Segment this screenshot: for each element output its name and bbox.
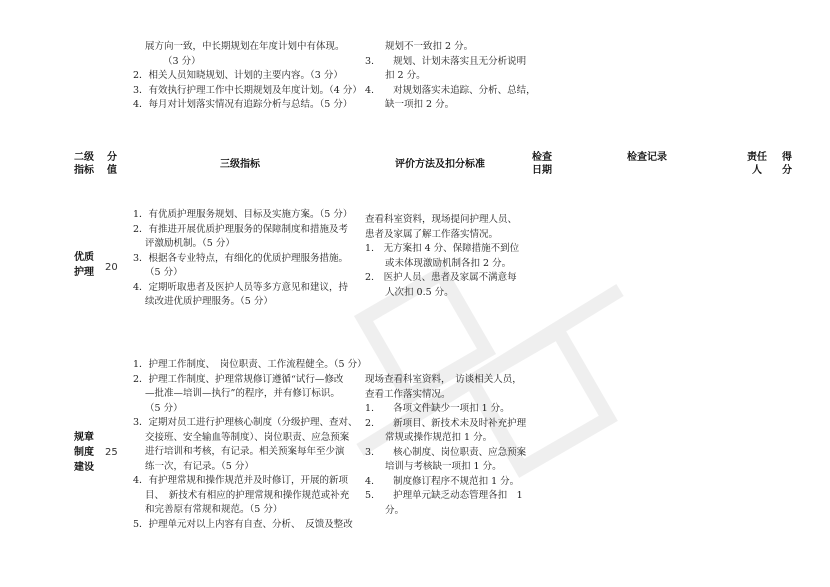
top-left-block — [133, 40, 362, 113]
header-responsible — [745, 151, 769, 177]
method-line: 4. 制度修订程序不规范扣 1 分。 — [365, 475, 520, 487]
row-name-line2: 制度 — [74, 447, 94, 458]
method-line: 1. 无方案扣 4 分、保障措施不到位 — [365, 243, 520, 254]
row-method-text — [365, 213, 519, 300]
level3-line: 目、 新技术有相应的护理常规和操作规范或补充 — [145, 489, 350, 501]
header-level2-line2: 指标 — [74, 165, 94, 176]
row-score: 25 — [105, 447, 118, 458]
method-line: 培训与考核缺一项扣 1 分。 — [385, 461, 502, 472]
top-right-line: 4. 对规划落实未追踪、分析、总结， — [365, 84, 536, 96]
top-left-line: （3 分） — [163, 55, 201, 67]
method-line: 现场查看科室资料， 访谈相关人员， — [365, 374, 522, 385]
level3-line: （5 分） — [145, 267, 183, 278]
row-name-line1: 规章 — [74, 432, 94, 443]
method-line: 或未体现激励机制各扣 2 分。 — [385, 257, 512, 269]
header-method: 评价方法及扣分标准 — [395, 159, 485, 170]
level3-line: 5．护理单元对以上内容有自查、分析、 反馈及整改 — [133, 518, 353, 530]
method-line: 分。 — [385, 504, 405, 516]
top-right-line: 扣 2 分。 — [385, 70, 426, 81]
method-line: 1. 各项文件缺少一项扣 1 分。 — [365, 403, 510, 414]
header-check-date — [530, 151, 554, 177]
method-line: 常规或操作规范扣 1 分。 — [385, 432, 493, 443]
method-line: 患者及家属了解工作落实情况。 — [365, 228, 499, 240]
level3-line: 1．有优质护理服务规划、目标及实施方案。（5 分） — [133, 209, 353, 220]
level3-line: 1．护理工作制度、 岗位职责、工作流程健全。（5 分） — [133, 359, 367, 370]
header-resp-line2: 人 — [752, 165, 762, 176]
header-date-line2: 日期 — [532, 165, 552, 176]
header-score-line1: 分 — [107, 152, 117, 163]
method-line: 人次扣 0.5 分。 — [385, 286, 454, 298]
header-check-record: 检查记录 — [627, 152, 667, 163]
level3-line: 3．定期对员工进行护理核心制度（分级护理、查对、 — [133, 417, 358, 428]
row-name-line1: 优质 — [74, 252, 94, 263]
row-level2-name — [72, 430, 96, 475]
level3-line: 3．根据各专业特点，有细化的优质护理服务措施。 — [133, 252, 349, 264]
row-name-line3: 建设 — [74, 462, 94, 473]
method-line: 查看科室资料，现场提问护理人员、 — [365, 214, 518, 225]
method-line: 3. 核心制度、岗位职责、应急预案 — [365, 446, 527, 458]
top-left-line: 4．每月对计划落实情况有追踪分析与总结。（5 分） — [133, 99, 353, 110]
row-level3-text — [133, 208, 352, 310]
level3-line: 评激励机制。（5 分） — [145, 238, 235, 249]
method-line: 查看工作落实情况。 — [365, 388, 451, 400]
row-method-text — [365, 373, 526, 518]
level3-line: 交接班、安全输血等制度）、岗位职责、应急预案 — [145, 431, 350, 443]
method-line: 2. 新项目、新技术未及时补充护理 — [365, 417, 527, 429]
top-left-line: 2．相关人员知晓规划、计划的主要内容。（3 分） — [133, 70, 343, 81]
level3-line: 2．有推进开展优质护理服务的保障制度和措施及考 — [133, 223, 349, 235]
row-level3-text — [133, 358, 367, 532]
level3-line: （5 分） — [145, 402, 183, 414]
header-date-line1: 检查 — [532, 152, 552, 163]
method-line: 5. 护理单元缺乏动态管理各扣 1 — [365, 490, 523, 501]
row-score: 20 — [105, 262, 118, 273]
level3-line: 续改进优质护理服务。（5 分） — [145, 296, 273, 307]
top-left-line: 展方向一致，中长期规划在年度计划中有体现。 — [145, 41, 345, 52]
header-score-got — [780, 151, 794, 177]
level3-line: 4．有护理常规和操作规范并及时修订，开展的新项 — [133, 475, 349, 486]
header-resp-line1: 责任 — [747, 152, 767, 163]
header-score — [105, 151, 119, 177]
level3-line: 练一次，有记录。（5 分） — [145, 460, 254, 472]
method-line: 2. 医护人员、患者及家属不满意每 — [365, 272, 517, 283]
level3-line: 和完善原有常规和规范。（5 分） — [145, 504, 283, 515]
top-right-line: 规划不一致扣 2 分。 — [385, 41, 474, 52]
top-right-line: 3. 规划、计划未落实且无分析说明 — [365, 55, 527, 67]
level3-line: 进行培训和考核，有记录。相关预案每年至少演 — [145, 446, 345, 457]
header-level3: 三级指标 — [220, 159, 260, 170]
level3-line: 2．护理工作制度、护理常规修订遵循“试行—修改 — [133, 373, 344, 385]
top-right-line: 缺一项扣 2 分。 — [385, 99, 455, 110]
level3-line: —批准—培训—执行”的程序，并有修订标识。 — [145, 388, 340, 399]
header-got-line2: 分 — [782, 165, 792, 176]
top-right-block — [365, 40, 536, 113]
top-left-line: 3．有效执行护理工作中长期规划及年度计划。（4 分） — [133, 84, 362, 96]
row-level2-name — [72, 250, 96, 280]
level3-line: 4．定期听取患者及医护人员等多方意见和建议，持 — [133, 281, 349, 293]
row-name-line2: 护理 — [74, 267, 94, 278]
header-score-line2: 值 — [107, 165, 117, 176]
header-level2-line1: 二级 — [74, 152, 94, 163]
header-level2 — [72, 151, 96, 177]
header-got-line1: 得 — [782, 152, 792, 163]
